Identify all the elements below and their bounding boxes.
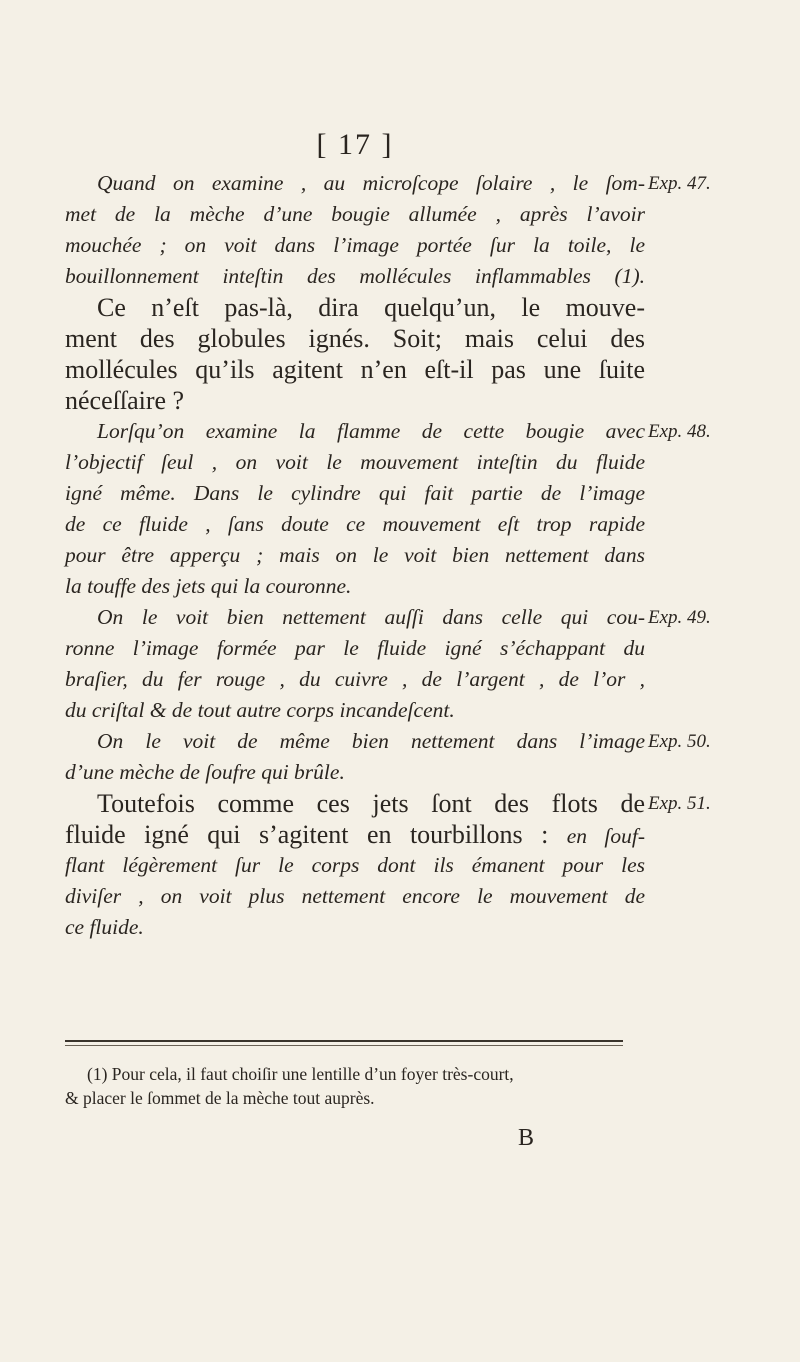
text-line: igné même. Dans le cylindre qui fait partie de l’image bbox=[65, 481, 645, 505]
text-line: d’une mèche de ſoufre qui brûle. bbox=[65, 760, 345, 784]
text-line: On le voit bien nettement auſſi dans celle qui cou- Exp. 49. bbox=[65, 602, 645, 633]
page-number: [ 17 ] bbox=[316, 128, 394, 161]
margin-note: Exp. 47. bbox=[648, 173, 711, 194]
text-line: bouillonnement inteſtin des mollécules inflammables (1). bbox=[65, 264, 645, 288]
text-line: ronne l’image formée par le fluide igné s’échappant du bbox=[65, 636, 645, 660]
margin-note: Exp. 51. bbox=[648, 793, 711, 814]
text-line: ment des globules ignés. Soit; mais celui des bbox=[65, 324, 645, 353]
footnote-rule bbox=[65, 1040, 623, 1046]
text-line: Quand on examine , au microſcope ſolaire , le ſom- Exp. 47. bbox=[65, 168, 645, 199]
text-line: Toutefois comme ces jets ſont des flots de Exp. 51. bbox=[97, 789, 711, 818]
text-line: Lorſqu’on examine la flamme de cette bougie avec Exp. 48. bbox=[65, 416, 645, 447]
footnote-line: (1) Pour cela, il faut choiſir une lentille d’un foyer très-court, bbox=[87, 1064, 514, 1084]
text-line: fluide igné qui s’agitent en tourbillons : en ſouf- bbox=[65, 820, 645, 849]
text-line: flant légèrement ſur le corps dont ils émanent pour les bbox=[65, 853, 645, 877]
text-line: On le voit de même bien nettement dans l’image Exp. 50. bbox=[65, 726, 645, 757]
margin-note: Exp. 49. bbox=[648, 607, 711, 628]
text-line: l’objectif ſeul , on voit le mouvement inteſtin du fluide bbox=[65, 450, 645, 474]
text-line: mouchée ; on voit dans l’image portée ſur la toile, le bbox=[65, 233, 645, 257]
margin-note: Exp. 48. bbox=[648, 421, 711, 442]
text-line: Ce n’eſt pas-là, dira quelqu’un, le mouve- bbox=[97, 293, 645, 322]
body-text bbox=[65, 168, 711, 943]
text-line: ce fluide. bbox=[65, 915, 144, 939]
text-line: diviſer , on voit plus nettement encore le mouvement de bbox=[65, 884, 645, 908]
text-line: de ce fluide , ſans doute ce mouvement eſt trop rapide bbox=[65, 512, 645, 536]
footnote bbox=[65, 1062, 645, 1110]
footnote-line: & placer le ſommet de la mèche tout auprès. bbox=[65, 1088, 375, 1108]
margin-note: Exp. 50. bbox=[648, 731, 711, 752]
signature-mark: B bbox=[518, 1125, 535, 1151]
text-line: mollécules qu’ils agitent n’en eſt-il pas une ſuite bbox=[65, 355, 645, 384]
text-line: pour être apperçu ; mais on le voit bien nettement dans bbox=[65, 543, 645, 567]
text-line: met de la mèche d’une bougie allumée , après l’avoir bbox=[65, 202, 645, 226]
text-line: la touffe des jets qui la couronne. bbox=[65, 574, 352, 598]
text-line: néceſſaire ? bbox=[65, 386, 185, 415]
text-line: du criſtal & de tout autre corps incandeſcent. bbox=[65, 698, 455, 722]
text-line: braſier, du fer rouge , du cuivre , de l’argent , de l’or , bbox=[65, 667, 645, 691]
italic-tail: en ſouf- bbox=[566, 824, 645, 848]
